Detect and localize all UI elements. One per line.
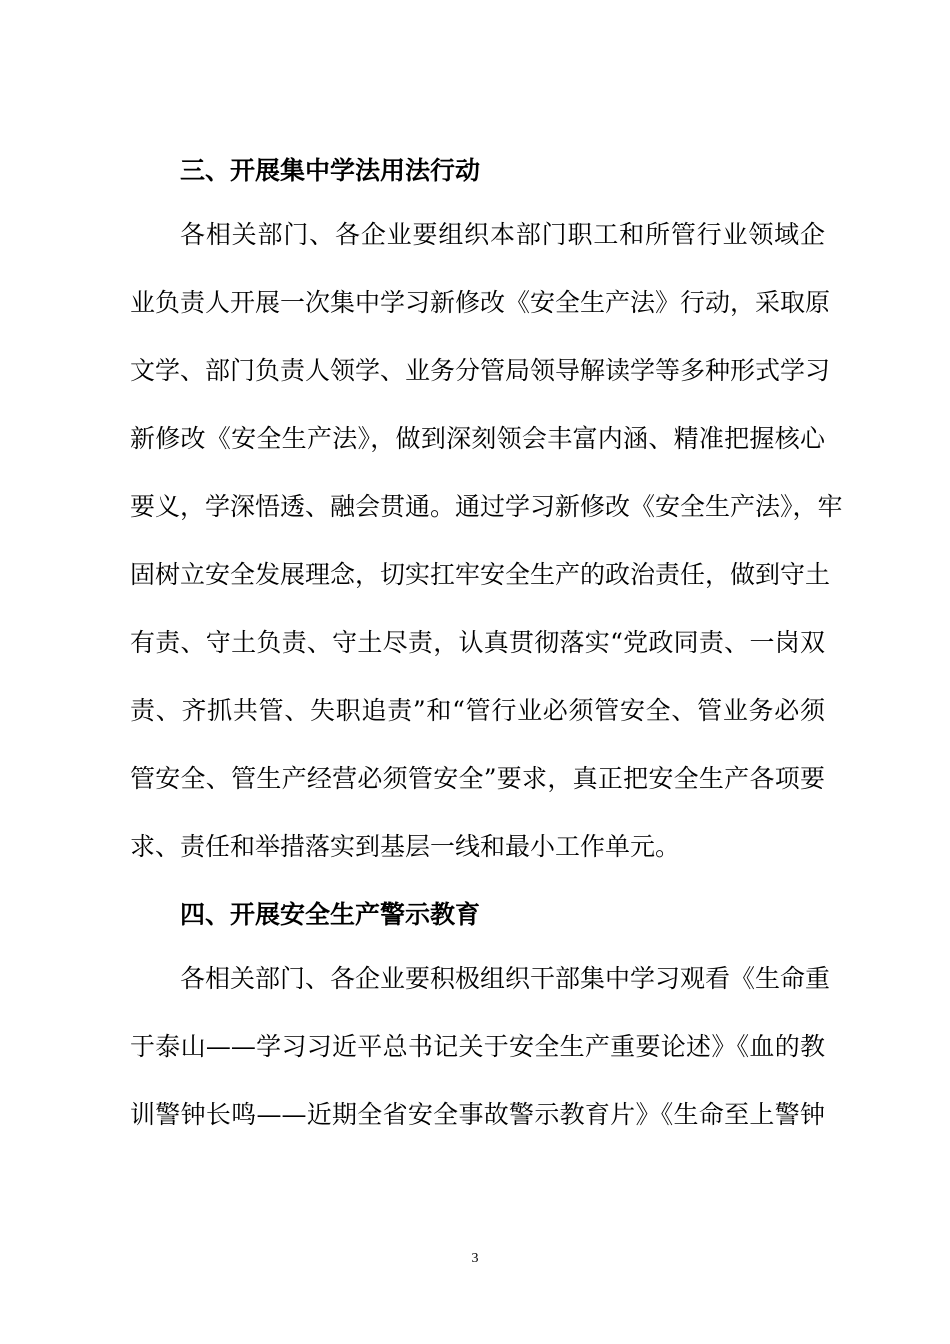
section-4-paragraph-line: 于泰山——学习习近平总书记关于安全生产重要论述》《血的教 (130, 1032, 825, 1061)
section-3-paragraph-line: 管安全、管生产经营必须管安全”要求，真正把安全生产各项要 (130, 764, 825, 793)
section-4-heading: 四、开展安全生产警示教育 (180, 900, 481, 929)
section-3-paragraph-line: 有责、守土负责、守土尽责，认真贯彻落实“党政同责、一岗双 (130, 628, 825, 657)
section-4-paragraph-line: 各相关部门、各企业要积极组织干部集中学习观看《生命重 (180, 964, 831, 993)
page-number: 3 (471, 1251, 479, 1266)
section-3-paragraph-line: 求、责任和举措落实到基层一线和最小工作单元。 (130, 832, 681, 861)
section-3-paragraph-line: 责、齐抓共管、失职追责”和“管行业必须管安全、管业务必须 (130, 696, 825, 725)
section-3-paragraph-line: 文学、部门负责人领学、业务分管局领导解读学等多种形式学习 (130, 356, 831, 385)
section-3-paragraph-line: 业负责人开展一次集中学习新修改《安全生产法》行动，采取原 (130, 288, 831, 317)
section-3-paragraph-line: 各相关部门、各企业要组织本部门职工和所管行业领域企 (180, 220, 825, 249)
section-3-paragraph-line: 固树立安全发展理念，切实扛牢安全生产的政治责任，做到守土 (130, 560, 831, 589)
section-3-heading: 三、开展集中学法用法行动 (180, 156, 481, 185)
section-3-paragraph-line: 新修改《安全生产法》，做到深刻领会丰富内涵、精准把握核心 (130, 424, 825, 453)
section-3-paragraph-line: 要义，学深悟透、融会贯通。通过学习新修改《安全生产法》，牢 (130, 492, 843, 521)
section-4-paragraph-line: 训警钟长鸣——近期全省安全事故警示教育片》《生命至上警钟 (130, 1100, 825, 1129)
